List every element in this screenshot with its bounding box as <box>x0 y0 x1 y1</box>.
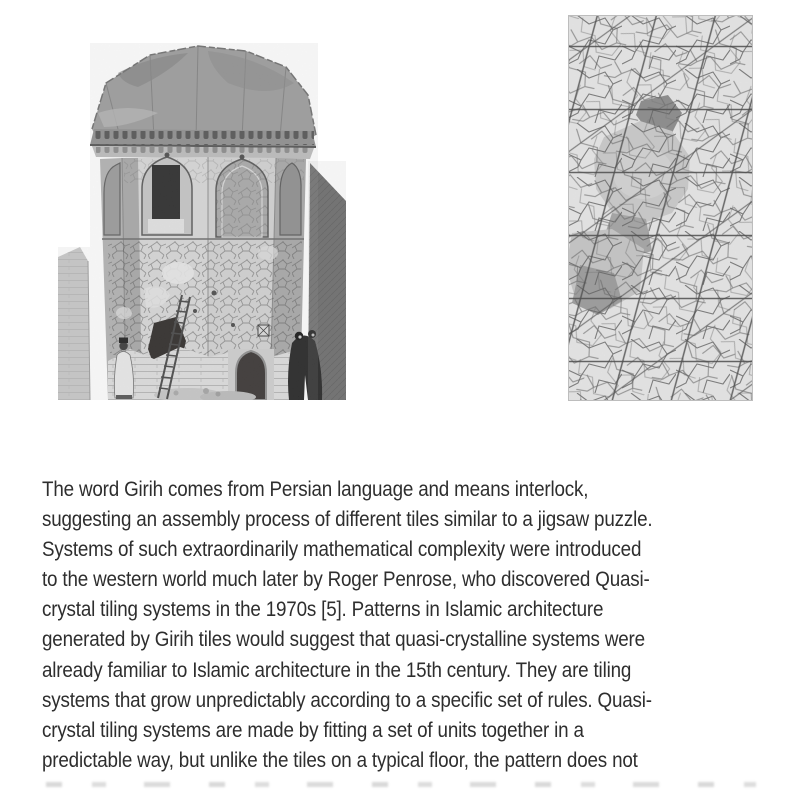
tower-photo-figure <box>58 43 346 400</box>
cropped-text-line <box>46 782 756 787</box>
paragraph-line: predictable way, but unlike the tiles on a typical floor, the pattern does not <box>42 747 638 772</box>
paragraph-line: generated by Girih tiles would suggest that quasi-crystalline systems were <box>42 627 645 652</box>
girih-pattern-image <box>568 15 753 401</box>
tower-photo-image <box>58 43 346 400</box>
paragraph-line: already familiar to Islamic architecture in the 15th century. They are tiling <box>42 657 632 682</box>
paragraph-line: to the western world much later by Roger Penrose, who discovered Quasi- <box>42 567 650 592</box>
paragraph-line: crystal tiling systems in the 1970s [5]. Patterns in Islamic architecture <box>42 597 604 622</box>
body-paragraph <box>42 474 792 775</box>
paragraph-line: suggesting an assembly process of different tiles similar to a jigsaw puzzle. <box>42 507 653 532</box>
girih-pattern-figure <box>568 15 753 401</box>
paragraph-line: The word Girih comes from Persian language and means interlock, <box>42 477 589 501</box>
paragraph-line: Systems of such extraordinarily mathematical complexity were introduced <box>42 537 642 562</box>
paragraph-line: systems that grow unpredictably according to a specific set of rules. Quasi- <box>42 687 652 712</box>
paragraph-line: crystal tiling systems are made by fitting a set of units together in a <box>42 717 584 742</box>
